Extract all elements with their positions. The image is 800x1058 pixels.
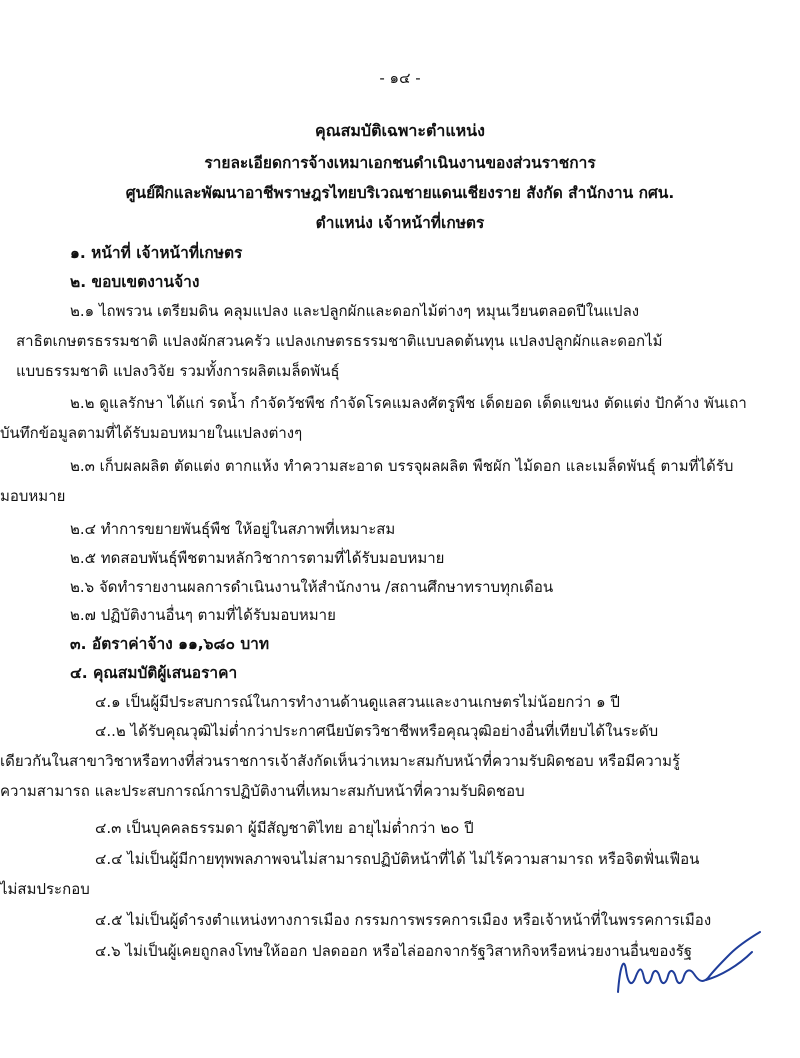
item-2-1-line-3: แบบธรรมชาติ แปลงวิจัย รวมทั้งการผลิตเมล็ดพันธุ์ bbox=[16, 362, 340, 380]
signature-mark bbox=[610, 926, 770, 1006]
organization-line: ศูนย์ฝึกและพัฒนาอาชีพราษฎรไทยบริเวณชายแดนเชียงราย สังกัด สำนักงาน กศน. bbox=[125, 184, 675, 202]
section-1-heading: ๑. หน้าที่ เจ้าหน้าที่เกษตร bbox=[70, 244, 243, 262]
item-4-2-line-3: ความสามารถ และประสบการณ์การปฏิบัติงานที่เหมาะสมกับหน้าที่ความรับผิดชอบ bbox=[0, 782, 525, 800]
item-4-2-line-1: ๔..๒ ได้รับคุณวุฒิไม่ต่ำกว่าประกาศนียบัตรวิชาชีพหรือคุณวุฒิอย่างอื่นที่เทียบได้ในระดับ bbox=[95, 722, 659, 740]
item-4-4-line-1: ๔.๔ ไม่เป็นผู้มีกายทุพพลภาพจนไม่สามารถปฏิบัติหน้าที่ได้ ไม่ไร้ความสามารถ หรือจิตฟั่นเฟือน bbox=[95, 850, 700, 868]
item-4-5: ๔.๕ ไม่เป็นผู้ดำรงตำแหน่งทางการเมือง กรรมการพรรคการเมือง หรือเจ้าหน้าที่ในพรรคการเมือง bbox=[95, 911, 712, 929]
item-2-7: ๒.๗ ปฏิบัติงานอื่นๆ ตามที่ได้รับมอบหมาย bbox=[70, 606, 336, 624]
item-4-4-line-2: ไม่สมประกอบ bbox=[0, 880, 90, 898]
item-2-3-line-2: มอบหมาย bbox=[0, 487, 66, 505]
item-2-2-line-1: ๒.๒ ดูแลรักษา ได้แก่ รดน้ำ กำจัดวัชพืช กำจัดโรคแมลงศัตรูพืช เด็ดยอด เด็ดแขนง ตัดแต่ง ปักค้าง พันเถา bbox=[70, 394, 747, 412]
item-2-1-line-2: สาธิตเกษตรธรรมชาติ แปลงผักสวนครัว แปลงเกษตรธรรมชาติแบบลดต้นทุน แปลงปลูกผักและดอกไม้ bbox=[16, 332, 663, 350]
item-2-4: ๒.๔ ทำการขยายพันธุ์พืช ให้อยู่ในสภาพที่เหมาะสม bbox=[70, 520, 396, 538]
item-4-1: ๔.๑ เป็นผู้มีประสบการณ์ในการทำงานด้านดูแลสวนและงานเกษตรไม่น้อยกว่า ๑ ปี bbox=[95, 693, 620, 711]
signature-stroke bbox=[618, 932, 760, 992]
section-4-heading: ๔. คุณสมบัติผู้เสนอราคา bbox=[70, 664, 238, 682]
position-line: ตำแหน่ง เจ้าหน้าที่เกษตร bbox=[315, 214, 485, 232]
section-2-heading: ๒. ขอบเขตงานจ้าง bbox=[70, 273, 200, 291]
item-2-5: ๒.๕ ทดสอบพันธุ์พืชตามหลักวิชาการตามที่ได้รับมอบหมาย bbox=[70, 549, 445, 567]
item-4-6: ๔.๖ ไม่เป็นผู้เคยถูกลงโทษให้ออก ปลดออก หรือไล่ออกจากรัฐวิสาหกิจหรือหน่วยงานอื่นของรัฐ bbox=[95, 942, 693, 960]
item-2-6: ๒.๖ จัดทำรายงานผลการดำเนินงานให้สำนักงาน /สถานศึกษาทราบทุกเดือน bbox=[70, 578, 554, 596]
item-2-3-line-1: ๒.๓ เก็บผลผลิต ตัดแต่ง ตากแห้ง ทำความสะอาด บรรจุผลผลิต พืชผัก ไม้ดอก และเมล็ดพันธุ์ ตามที่ได้รับ bbox=[70, 457, 734, 475]
item-4-3: ๔.๓ เป็นบุคคลธรรมดา ผู้มีสัญชาติไทย อายุไม่ต่ำกว่า ๒๐ ปี bbox=[95, 819, 474, 837]
item-4-2-line-2: เดียวกันในสาขาวิชาหรือทางที่ส่วนราชการเจ้าสังกัดเห็นว่าเหมาะสมกับหน้าที่ความรับผิดชอบ หรือมีความรู้ bbox=[0, 752, 681, 770]
document-title: คุณสมบัติเฉพาะตำแหน่ง bbox=[315, 121, 485, 140]
item-2-1-line-1: ๒.๑ ไถพรวน เตรียมดิน คลุมแปลง และปลูกผักและดอกไม้ต่างๆ หมุนเวียนตลอดปีในแปลง bbox=[70, 302, 640, 320]
document-subtitle: รายละเอียดการจ้างเหมาเอกชนดำเนินงานของส่วนราชการ bbox=[204, 154, 596, 172]
section-3-heading: ๓. อัตราค่าจ้าง ๑๑,๖๘๐ บาท bbox=[70, 635, 270, 653]
page-number: - ๑๔ - bbox=[379, 69, 421, 87]
item-2-2-line-2: บันทึกข้อมูลตามที่ได้รับมอบหมายในแปลงต่างๆ bbox=[0, 424, 303, 442]
